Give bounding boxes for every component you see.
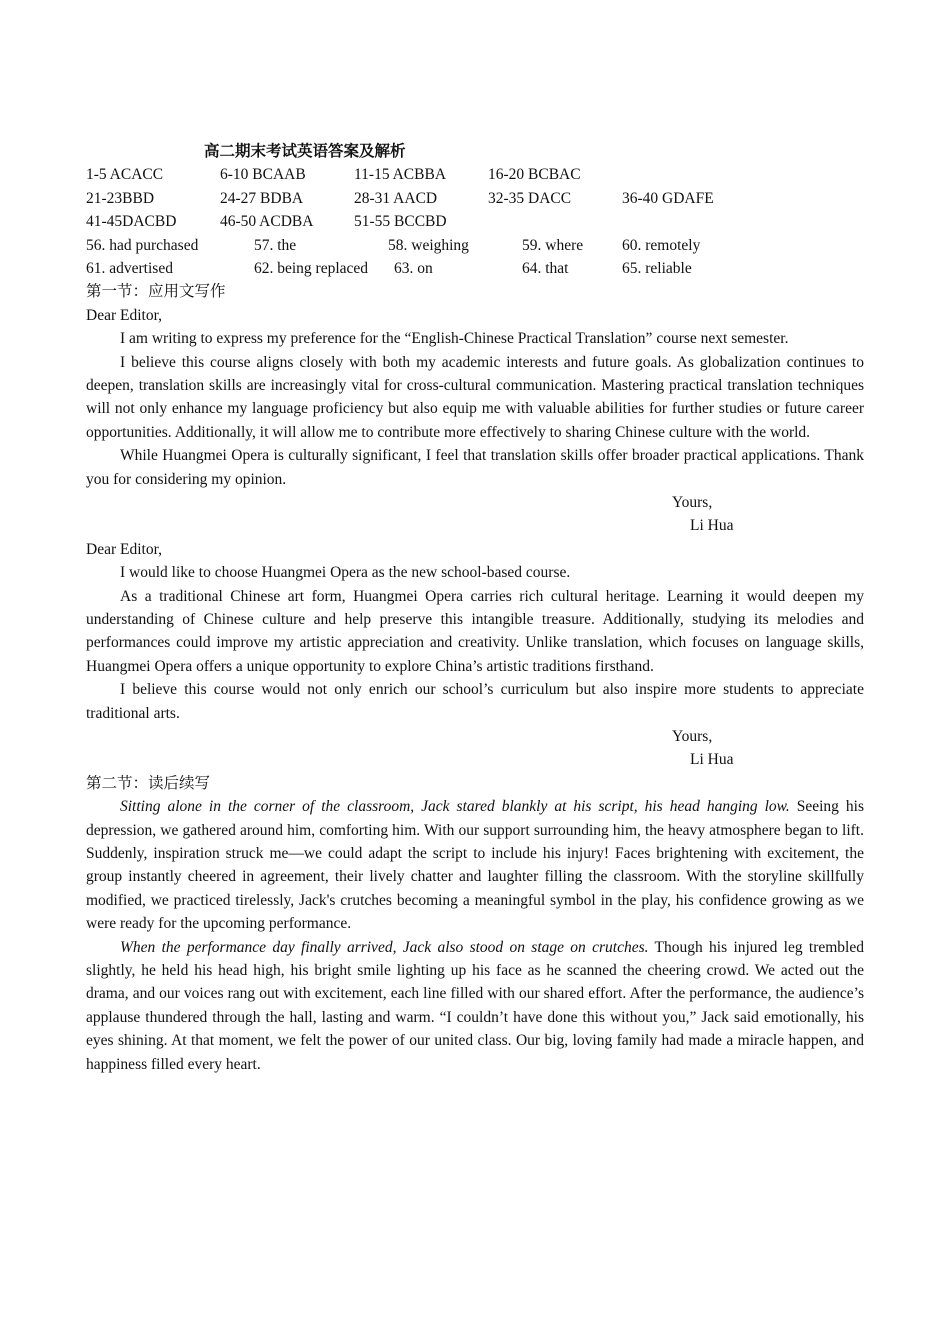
letter-1-signature (86, 514, 864, 537)
letter-1-paragraph-3: While Huangmei Opera is culturally significant, I feel that translation skills offer broader practical applications. Thank you for considering my opinion. (86, 447, 864, 488)
paragraph-2-body: Though his injured leg trembled slightly, he held his head high, his bright smile lighting up his face as he scanned the cheering crowd. We acted out the drama, and our voices rang out with excitement, each line filled with our shared effort. After the performance, the audience’s applause thundered through the hall, lasting and warm. “I couldn’t have done this without you,” Jack said emotionally, his eyes shining. At that moment, we felt the power of our united class. Our big, loving family had made a miracle happen, and happiness filled every heart. (86, 938, 864, 1073)
continuation-paragraph-1 (86, 795, 864, 935)
answer-row-5 (86, 257, 864, 280)
paragraph-1-body: Seeing his depression, we gathered around him, comforting him. With our support surrounding him, the heavy atmosphere began to lift. Suddenly, inspiration struck me—we could adapt the script to include his injury! Faces brightening with excitement, the group instantly cheered in agreement, their lively chatter and laughter filling the classroom. With the storyline skillfully modified, we practiced tirelessly, Jack's crutches becoming a meaningful symbol in the play, his confidence growing as we were ready for the upcoming performance. (86, 798, 864, 933)
letter-2-paragraph-2: As a traditional Chinese art form, Huangmei Opera carries rich cultural heritage. Learning it would deepen my understanding of Chinese culture and help preserve this intangible treasure. Additionally, studying its melodies and performances could improve my artistic appreciation and creativity. Unlike translation, which focuses on language skills, Huangmei Opera offers a unique opportunity to explore China’s artistic traditions firsthand. (86, 587, 864, 675)
letter-2-paragraph-3: I believe this course would not only enrich our school’s curriculum but also inspire more students to appreciate traditional arts. (86, 681, 864, 722)
answer-row-2 (86, 187, 864, 210)
document-title: 高二期末考试英语答案及解析 (204, 143, 406, 160)
answer-row-3 (86, 210, 864, 233)
answer-row-1 (86, 163, 864, 186)
answer-item: 11-15 ACBBA (354, 166, 447, 184)
answer-item: 36-40 GDAFE (622, 189, 714, 207)
letter-2-paragraph-1: I would like to choose Huangmei Opera as the new school-based course. (120, 564, 571, 582)
answer-item: 24-27 BDBA (220, 189, 304, 207)
signature-name: Li Hua (690, 517, 734, 535)
signature-name: Li Hua (690, 751, 734, 769)
closing-text: Yours, (672, 493, 713, 511)
answer-item: 57. the (254, 236, 297, 254)
letter-1-paragraph-1: I am writing to express my preference for the “English-Chinese Practical Translation” course next semester. (120, 330, 789, 348)
answer-item: 6-10 BCAAB (220, 166, 306, 184)
paragraph-2-lead: When the performance day finally arrived, Jack also stood on stage on crutches. (120, 938, 649, 956)
letter-1-closing (86, 491, 864, 514)
letter-1-paragraph-2: I believe this course aligns closely with both my academic interests and future goals. As globalization continues to deepen, translation skills are increasingly vital for cross-cultural communication. Mastering practical translation techniques will not only enhance my language proficiency but also equip me with valuable abilities for further studies or future career opportunities. Additionally, it will allow me to contribute more effectively to sharing Chinese culture with the world. (86, 353, 864, 441)
answer-item: 61. advertised (86, 259, 173, 277)
answer-item: 16-20 BCBAC (488, 166, 581, 184)
answer-item: 65. reliable (622, 259, 692, 277)
closing-text: Yours, (672, 728, 713, 746)
answer-item: 41-45DACBD (86, 213, 177, 231)
continuation-paragraph-2 (86, 936, 864, 1076)
answer-item: 58. weighing (388, 236, 469, 254)
answer-item: 62. being replaced (254, 259, 369, 277)
letter-2-signature (86, 748, 864, 771)
answer-item: 21-23BBD (86, 189, 155, 207)
section-2-heading: 第二节：读后续写 (86, 774, 211, 792)
answer-item: 32-35 DACC (488, 189, 572, 207)
answer-item: 63. on (394, 259, 433, 277)
letter-1-salutation: Dear Editor, (86, 306, 162, 324)
answer-item: 51-55 BCCBD (354, 213, 447, 231)
answer-item: 28-31 AACD (354, 189, 438, 207)
answer-item: 59. where (522, 236, 584, 254)
answer-item: 46-50 ACDBA (220, 213, 314, 231)
letter-2-salutation: Dear Editor, (86, 540, 162, 558)
section-1-heading: 第一节：应用文写作 (86, 283, 226, 301)
answer-item: 1-5 ACACC (86, 166, 164, 184)
answer-item: 56. had purchased (86, 236, 199, 254)
answer-document (86, 140, 864, 1076)
answer-item: 64. that (522, 259, 569, 277)
answer-row-4 (86, 234, 864, 257)
letter-2-closing (86, 725, 864, 748)
answer-item: 60. remotely (622, 236, 701, 254)
paragraph-1-lead: Sitting alone in the corner of the classroom, Jack stared blankly at his script, his head hanging low. (120, 798, 790, 816)
